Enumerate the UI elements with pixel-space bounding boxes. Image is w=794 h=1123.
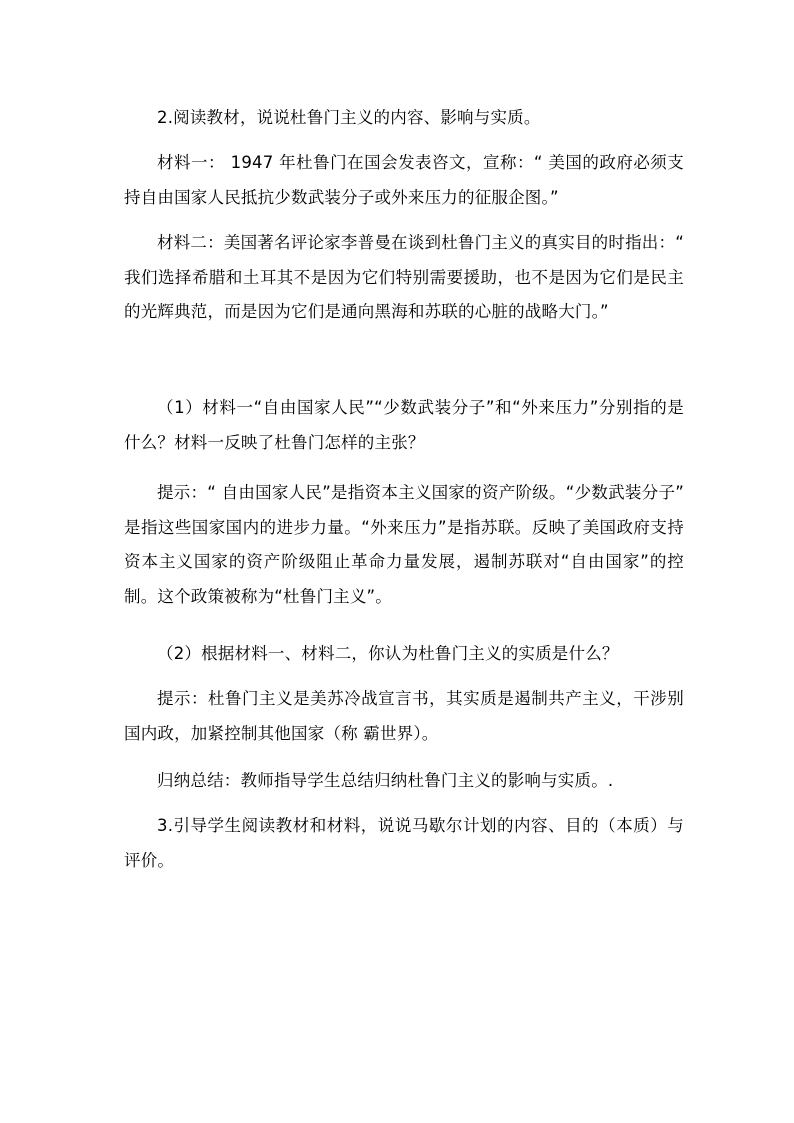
section-heading-marshall-plan: 3.引导学生阅读教材和材料，说说马歇尔计划的内容、目的（本质）与评价。 <box>124 816 684 870</box>
summary-paragraph: 归纳总结：教师指导学生总结归纳杜鲁门主义的影响与实质。. <box>157 771 614 790</box>
section-heading-truman-doctrine: 2.阅读教材，说说杜鲁门主义的内容、影响与实质。 <box>157 108 541 127</box>
question-one-paragraph: （1）材料一“自由国家人民”“少数武装分子”和“外来压力”分别指的是什么？材料一反映了杜鲁门怎样的主张？ <box>124 398 684 452</box>
material-one-paragraph: 材料一： 1947 年杜鲁门在国会发表咨文，宣称：“ 美国的政府必须支持自由国家人民抵抗少数武装分子或外来压力的征服企图。” <box>124 153 684 207</box>
hint-one-paragraph: 提示：“ 自由国家人民”是指资本主义国家的资产阶级。“少数武装分子” 是指这些国家国内的进步力量。“外来压力”是指苏联。反映了美国政府支持资本主义国家的资产阶级阻止革命力量发展，遏制苏联对“自由国家”的控制。这个政策被称为“杜鲁门主义”。 <box>124 483 684 606</box>
hint-two-paragraph: 提示：杜鲁门主义是美苏冷战宣言书，其实质是遏制共产主义，干涉别国内政，加紧控制其他国家（称 霸世界）。 <box>124 689 684 743</box>
material-two-paragraph: 材料二：美国著名评论家李普曼在谈到杜鲁门主义的真实目的时指出：“ 我们选择希腊和土耳其不是因为它们特别需要援助，也不是因为它们是民主的光辉典范，而是因为它们是通向黑海和苏联的心脏的战略大门。” <box>124 233 684 321</box>
question-two-paragraph: （2）根据材料一、材料二，你认为杜鲁门主义的实质是什么？ <box>157 644 619 663</box>
